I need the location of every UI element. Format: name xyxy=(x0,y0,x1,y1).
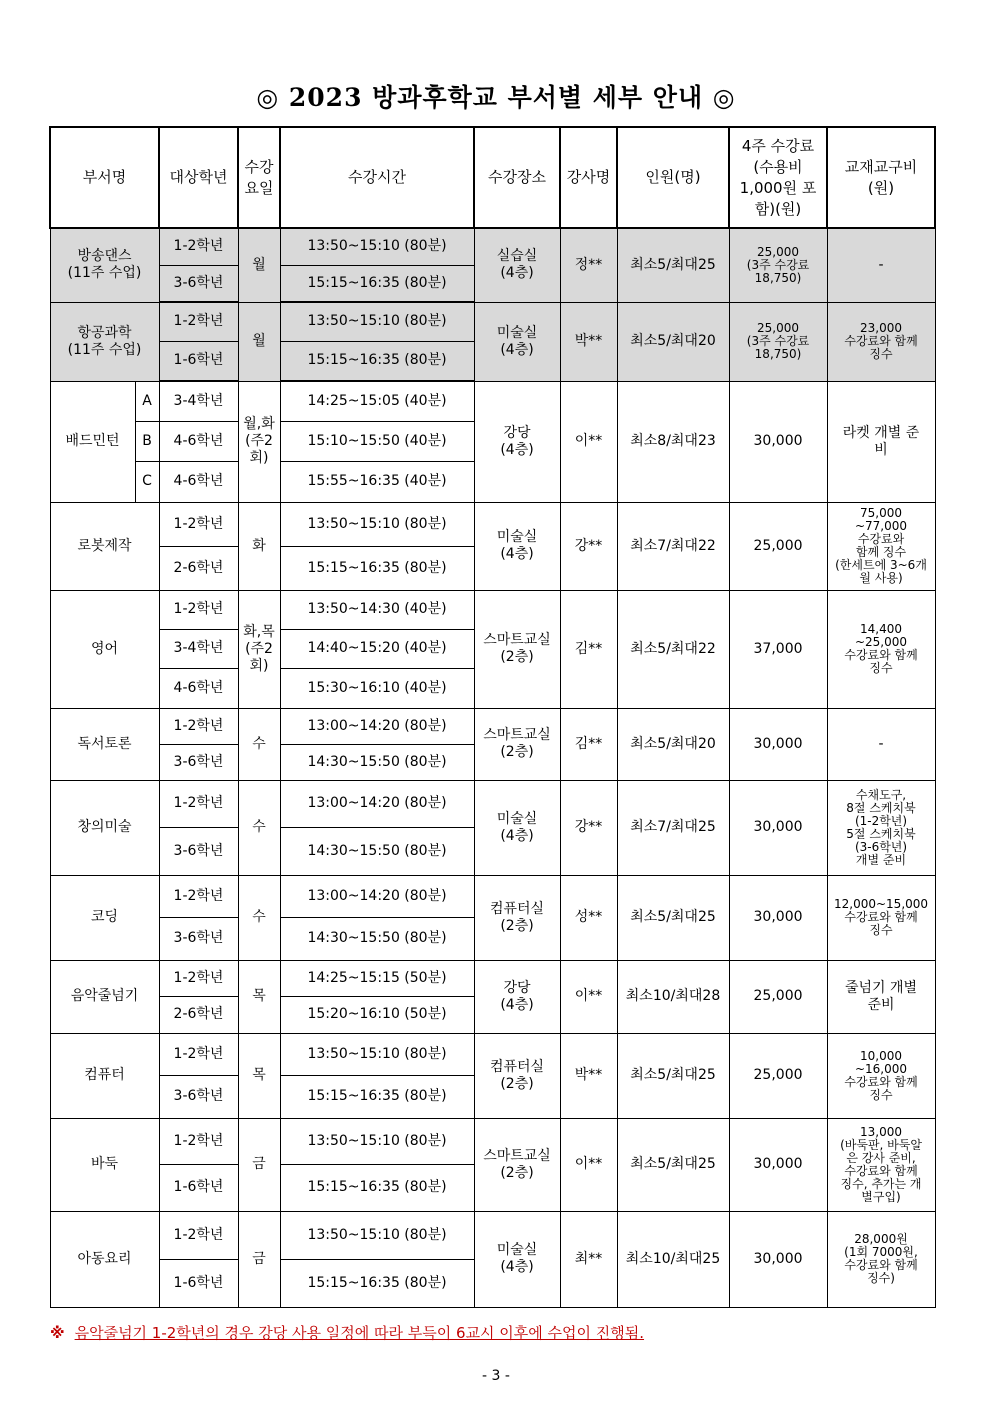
day-cell: 월,화 (주2 회) xyxy=(238,381,280,502)
grade-cell: 3-4학년 xyxy=(159,629,238,668)
time-cell: 13:00~14:20 (80분) xyxy=(280,780,474,827)
teacher-cell: 이** xyxy=(560,1118,617,1211)
day-cell: 화 xyxy=(238,502,280,590)
schedule-table xyxy=(49,126,936,1308)
dept-name: 컴퓨터 xyxy=(50,1033,159,1118)
count-cell: 최소10/최대28 xyxy=(617,960,729,1033)
grade-cell: 1-6학년 xyxy=(159,1259,238,1307)
count-cell: 최소5/최대20 xyxy=(617,302,729,381)
material-cell: 12,000~15,000 수강료와 함께 징수 xyxy=(827,875,935,960)
header-count: 인원(명) xyxy=(617,127,729,228)
day-cell: 목 xyxy=(238,1033,280,1118)
time-cell: 13:50~15:10 (80분) xyxy=(280,502,474,546)
day-cell: 화,목 (주2 회) xyxy=(238,590,280,708)
day-cell: 수 xyxy=(238,708,280,780)
teacher-cell: 강** xyxy=(560,502,617,590)
teacher-cell: 강** xyxy=(560,780,617,875)
day-cell: 금 xyxy=(238,1211,280,1307)
note-text: 음악줄넘기 1-2학년의 경우 강당 사용 일정에 따라 부득이 6교시 이후에 수업이 진행됨. xyxy=(74,1324,645,1342)
time-cell: 15:20~16:10 (50분) xyxy=(280,996,474,1033)
material-cell: 75,000 ~77,000 수강료와 함께 징수 (한세트에 3~6개 월 사용) xyxy=(827,502,935,590)
fee-cell: 30,000 xyxy=(729,875,827,960)
grade-cell: 1-2학년 xyxy=(159,708,238,744)
grade-cell: 4-6학년 xyxy=(159,461,238,502)
header-teacher: 강사명 xyxy=(560,127,617,228)
day-cell: 수 xyxy=(238,875,280,960)
table-row xyxy=(50,960,935,996)
grade-cell: 1-2학년 xyxy=(159,590,238,629)
header-day: 수강 요일 xyxy=(238,127,280,228)
grade-cell: 3-6학년 xyxy=(159,265,238,302)
count-cell: 최소5/최대22 xyxy=(617,590,729,708)
material-cell: 10,000 ~16,000 수강료와 함께 징수 xyxy=(827,1033,935,1118)
dept-name: 로봇제작 xyxy=(50,502,159,590)
teacher-cell: 정** xyxy=(560,228,617,302)
footnote xyxy=(50,1322,644,1343)
teacher-cell: 성** xyxy=(560,875,617,960)
page-title: ◎ 2023 방과후학교 부서별 세부 안내 ◎ xyxy=(256,83,736,112)
table-row xyxy=(50,875,935,917)
material-cell: - xyxy=(827,708,935,780)
time-cell: 15:55~16:35 (40분) xyxy=(280,461,474,502)
grade-cell: 2-6학년 xyxy=(159,546,238,590)
grade-cell: 1-6학년 xyxy=(159,1164,238,1211)
dept-name: 음악줄넘기 xyxy=(50,960,159,1033)
material-cell: 수채도구, 8절 스케치북 (1-2학년) 5절 스케치북 (3-6학년) 개별 준비 xyxy=(827,780,935,875)
time-cell: 15:15~16:35 (80분) xyxy=(280,1259,474,1307)
fee-cell: 25,000 (3주 수강료 18,750) xyxy=(729,302,827,381)
grade-cell: 1-2학년 xyxy=(159,302,238,341)
fee-cell: 37,000 xyxy=(729,590,827,708)
count-cell: 최소5/최대25 xyxy=(617,1118,729,1211)
dept-name: 바둑 xyxy=(50,1118,159,1211)
table-row xyxy=(50,708,935,744)
day-cell: 금 xyxy=(238,1118,280,1211)
count-cell: 최소8/최대23 xyxy=(617,381,729,502)
day-cell: 수 xyxy=(238,780,280,875)
place-cell: 컴퓨터실 (2층) xyxy=(474,1033,560,1118)
section-label: C xyxy=(135,461,159,502)
header-material: 교재교구비 (원) xyxy=(827,127,935,228)
count-cell: 최소5/최대25 xyxy=(617,228,729,302)
table-row xyxy=(50,1211,935,1259)
material-cell: - xyxy=(827,228,935,302)
time-cell: 14:30~15:50 (80분) xyxy=(280,917,474,960)
dept-name: 영어 xyxy=(50,590,159,708)
place-cell: 미술실 (4층) xyxy=(474,1211,560,1307)
place-cell: 스마트교실 (2층) xyxy=(474,708,560,780)
time-cell: 15:30~16:10 (40분) xyxy=(280,668,474,708)
count-cell: 최소10/최대25 xyxy=(617,1211,729,1307)
fee-cell: 30,000 xyxy=(729,381,827,502)
grade-cell: 1-2학년 xyxy=(159,502,238,546)
table-row xyxy=(50,780,935,827)
time-cell: 14:25~15:05 (40분) xyxy=(280,381,474,421)
time-cell: 13:50~15:10 (80분) xyxy=(280,1033,474,1075)
fee-cell: 25,000 xyxy=(729,960,827,1033)
dept-name: 항공과학 (11주 수업) xyxy=(50,302,159,381)
grade-cell: 3-6학년 xyxy=(159,917,238,960)
grade-cell: 1-2학년 xyxy=(159,875,238,917)
header-fee: 4주 수강료 (수용비 1,000원 포 함)(원) xyxy=(729,127,827,228)
time-cell: 14:25~15:15 (50분) xyxy=(280,960,474,996)
grade-cell: 3-4학년 xyxy=(159,381,238,421)
time-cell: 13:50~14:30 (40분) xyxy=(280,590,474,629)
teacher-cell: 박** xyxy=(560,1033,617,1118)
table-row xyxy=(50,1033,935,1075)
grade-cell: 2-6학년 xyxy=(159,996,238,1033)
time-cell: 14:30~15:50 (80분) xyxy=(280,827,474,875)
teacher-cell: 이** xyxy=(560,960,617,1033)
grade-cell: 3-6학년 xyxy=(159,744,238,780)
material-cell: 줄넘기 개별 준비 xyxy=(827,960,935,1033)
time-cell: 13:00~14:20 (80분) xyxy=(280,875,474,917)
time-cell: 15:15~16:35 (80분) xyxy=(280,265,474,302)
day-cell: 월 xyxy=(238,302,280,381)
place-cell: 스마트교실 (2층) xyxy=(474,1118,560,1211)
place-cell: 강당 (4층) xyxy=(474,381,560,502)
teacher-cell: 박** xyxy=(560,302,617,381)
count-cell: 최소5/최대25 xyxy=(617,1033,729,1118)
day-cell: 월 xyxy=(238,228,280,302)
place-cell: 스마트교실 (2층) xyxy=(474,590,560,708)
fee-cell: 25,000 (3주 수강료 18,750) xyxy=(729,228,827,302)
material-cell: 라켓 개별 준 비 xyxy=(827,381,935,502)
time-cell: 13:50~15:10 (80분) xyxy=(280,228,474,265)
dept-name: 아동요리 xyxy=(50,1211,159,1307)
time-cell: 15:15~16:35 (80분) xyxy=(280,1075,474,1118)
table-row xyxy=(50,228,935,265)
time-cell: 14:40~15:20 (40분) xyxy=(280,629,474,668)
time-cell: 15:15~16:35 (80분) xyxy=(280,546,474,590)
grade-cell: 1-2학년 xyxy=(159,228,238,265)
count-cell: 최소5/최대20 xyxy=(617,708,729,780)
dept-name: 배드민턴 xyxy=(50,381,135,502)
dept-name: 독서토론 xyxy=(50,708,159,780)
grade-cell: 1-2학년 xyxy=(159,960,238,996)
count-cell: 최소5/최대25 xyxy=(617,875,729,960)
material-cell: 23,000 수강료와 함께 징수 xyxy=(827,302,935,381)
fee-cell: 30,000 xyxy=(729,780,827,875)
time-cell: 15:15~16:35 (80분) xyxy=(280,1164,474,1211)
teacher-cell: 최** xyxy=(560,1211,617,1307)
material-cell: 14,400 ~25,000 수강료와 함께 징수 xyxy=(827,590,935,708)
fee-cell: 25,000 xyxy=(729,502,827,590)
teacher-cell: 김** xyxy=(560,590,617,708)
header-place: 수강장소 xyxy=(474,127,560,228)
place-cell: 실습실 (4층) xyxy=(474,228,560,302)
count-cell: 최소7/최대25 xyxy=(617,780,729,875)
teacher-cell: 이** xyxy=(560,381,617,502)
place-cell: 미술실 (4층) xyxy=(474,780,560,875)
time-cell: 13:50~15:10 (80분) xyxy=(280,1211,474,1259)
time-cell: 13:50~15:10 (80분) xyxy=(280,302,474,341)
dept-name: 코딩 xyxy=(50,875,159,960)
grade-cell: 4-6학년 xyxy=(159,421,238,461)
dept-name: 방송댄스 (11주 수업) xyxy=(50,228,159,302)
table-row xyxy=(50,302,935,341)
time-cell: 13:00~14:20 (80분) xyxy=(280,708,474,744)
grade-cell: 1-2학년 xyxy=(159,780,238,827)
header-dept: 부서명 xyxy=(50,127,159,228)
grade-cell: 1-2학년 xyxy=(159,1033,238,1075)
place-cell: 미술실 (4층) xyxy=(474,302,560,381)
table-row xyxy=(50,1118,935,1164)
fee-cell: 30,000 xyxy=(729,1211,827,1307)
time-cell: 13:50~15:10 (80분) xyxy=(280,1118,474,1164)
note-mark: ※ xyxy=(50,1324,65,1342)
grade-cell: 1-6학년 xyxy=(159,341,238,381)
fee-cell: 30,000 xyxy=(729,1118,827,1211)
table-row xyxy=(50,590,935,629)
place-cell: 강당 (4층) xyxy=(474,960,560,1033)
place-cell: 컴퓨터실 (2층) xyxy=(474,875,560,960)
material-cell: 13,000 (바둑판, 바둑알 은 강사 준비, 수강료와 함께 징수, 추가는 개 별구입) xyxy=(827,1118,935,1211)
time-cell: 15:10~15:50 (40분) xyxy=(280,421,474,461)
material-cell: 28,000원 (1회 7000원, 수강료와 함께 징수) xyxy=(827,1211,935,1307)
time-cell: 15:15~16:35 (80분) xyxy=(280,341,474,381)
section-label: B xyxy=(135,421,159,461)
day-cell: 목 xyxy=(238,960,280,1033)
grade-cell: 3-6학년 xyxy=(159,827,238,875)
table-row xyxy=(50,502,935,546)
section-label: A xyxy=(135,381,159,421)
grade-cell: 4-6학년 xyxy=(159,668,238,708)
fee-cell: 30,000 xyxy=(729,708,827,780)
fee-cell: 25,000 xyxy=(729,1033,827,1118)
teacher-cell: 김** xyxy=(560,708,617,780)
table-row xyxy=(50,381,935,421)
grade-cell: 1-2학년 xyxy=(159,1118,238,1164)
count-cell: 최소7/최대22 xyxy=(617,502,729,590)
page-number: - 3 - xyxy=(482,1368,510,1384)
dept-name: 창의미술 xyxy=(50,780,159,875)
place-cell: 미술실 (4층) xyxy=(474,502,560,590)
header-grade: 대상학년 xyxy=(159,127,238,228)
header-time: 수강시간 xyxy=(280,127,474,228)
grade-cell: 1-2학년 xyxy=(159,1211,238,1259)
grade-cell: 3-6학년 xyxy=(159,1075,238,1118)
time-cell: 14:30~15:50 (80분) xyxy=(280,744,474,780)
